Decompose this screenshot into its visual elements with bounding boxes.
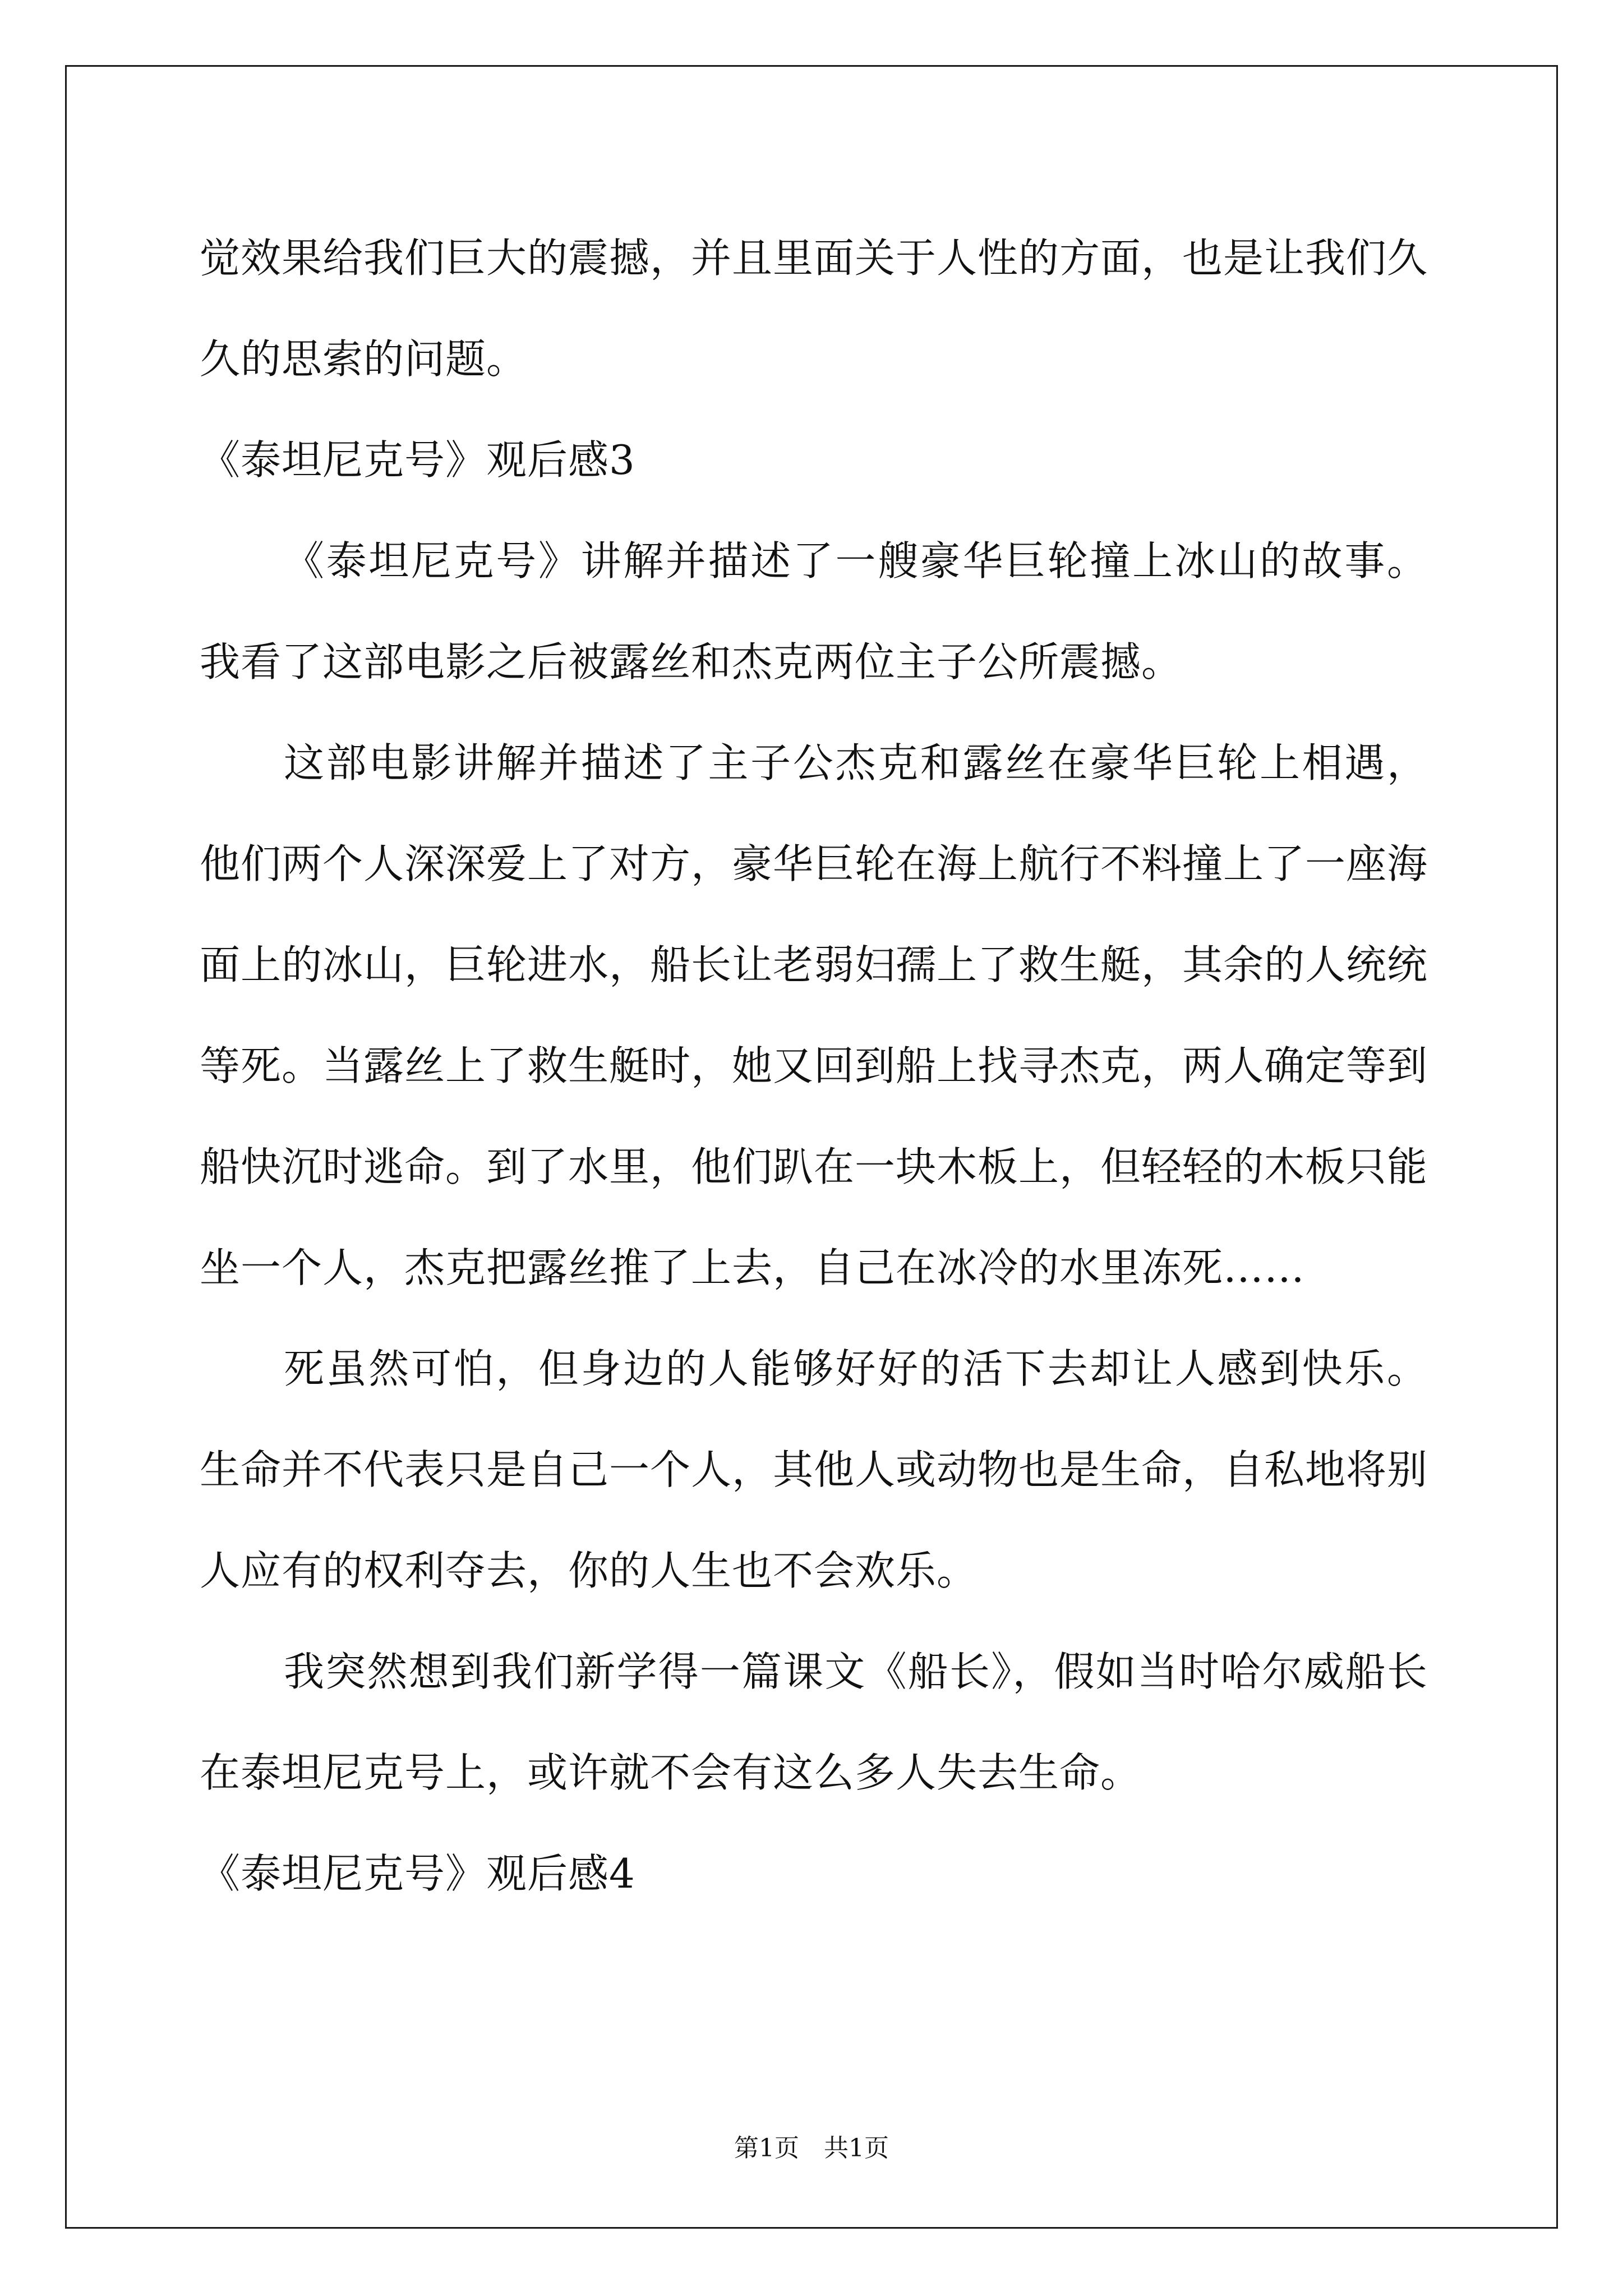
paragraph-intro: 《泰坦尼克号》讲解并描述了一艘豪华巨轮撞上冰山的故事。我看了这部电影之后被露丝和杰克两位主子公所震撼。 <box>200 537 1428 685</box>
section-heading-4: 《泰坦尼克号》观后感4 <box>200 1850 635 1897</box>
paragraph-continued: 觉效果给我们巨大的震撼，并且里面关于人性的方面，也是让我们久久的思索的问题。 <box>200 234 1428 383</box>
paragraph-captain: 我突然想到我们新学得一篇课文《船长》，假如当时哈尔威船长在泰坦尼克号上，或许就不会有这么多人失去生命。 <box>200 1648 1428 1796</box>
document-body <box>200 208 1428 1924</box>
paragraph-reflection: 死虽然可怕，但身边的人能够好好的活下去却让人感到快乐。生命并不代表只是自己一个人，其他人或动物也是生命，自私地将别人应有的权利夺去，你的人生也不会欢乐。 <box>200 1345 1428 1594</box>
paragraph-plot: 这部电影讲解并描述了主子公杰克和露丝在豪华巨轮上相遇，他们两个人深深爱上了对方，豪华巨轮在海上航行不料撞上了一座海面上的冰山，巨轮进水，船长让老弱妇孺上了救生艇，其余的人统统等死。当露丝上了救生艇时，她又回到船上找寻杰克，两人确定等到船快沉时逃命。到了水里，他们趴在一块木板上，但轻轻的木板只能坐一个人，杰克把露丝推了上去，自己在冰冷的水里冻死…… <box>200 739 1428 1291</box>
section-heading-3: 《泰坦尼克号》观后感3 <box>200 436 635 484</box>
page-footer: 第1页 共1页 <box>734 2134 889 2162</box>
